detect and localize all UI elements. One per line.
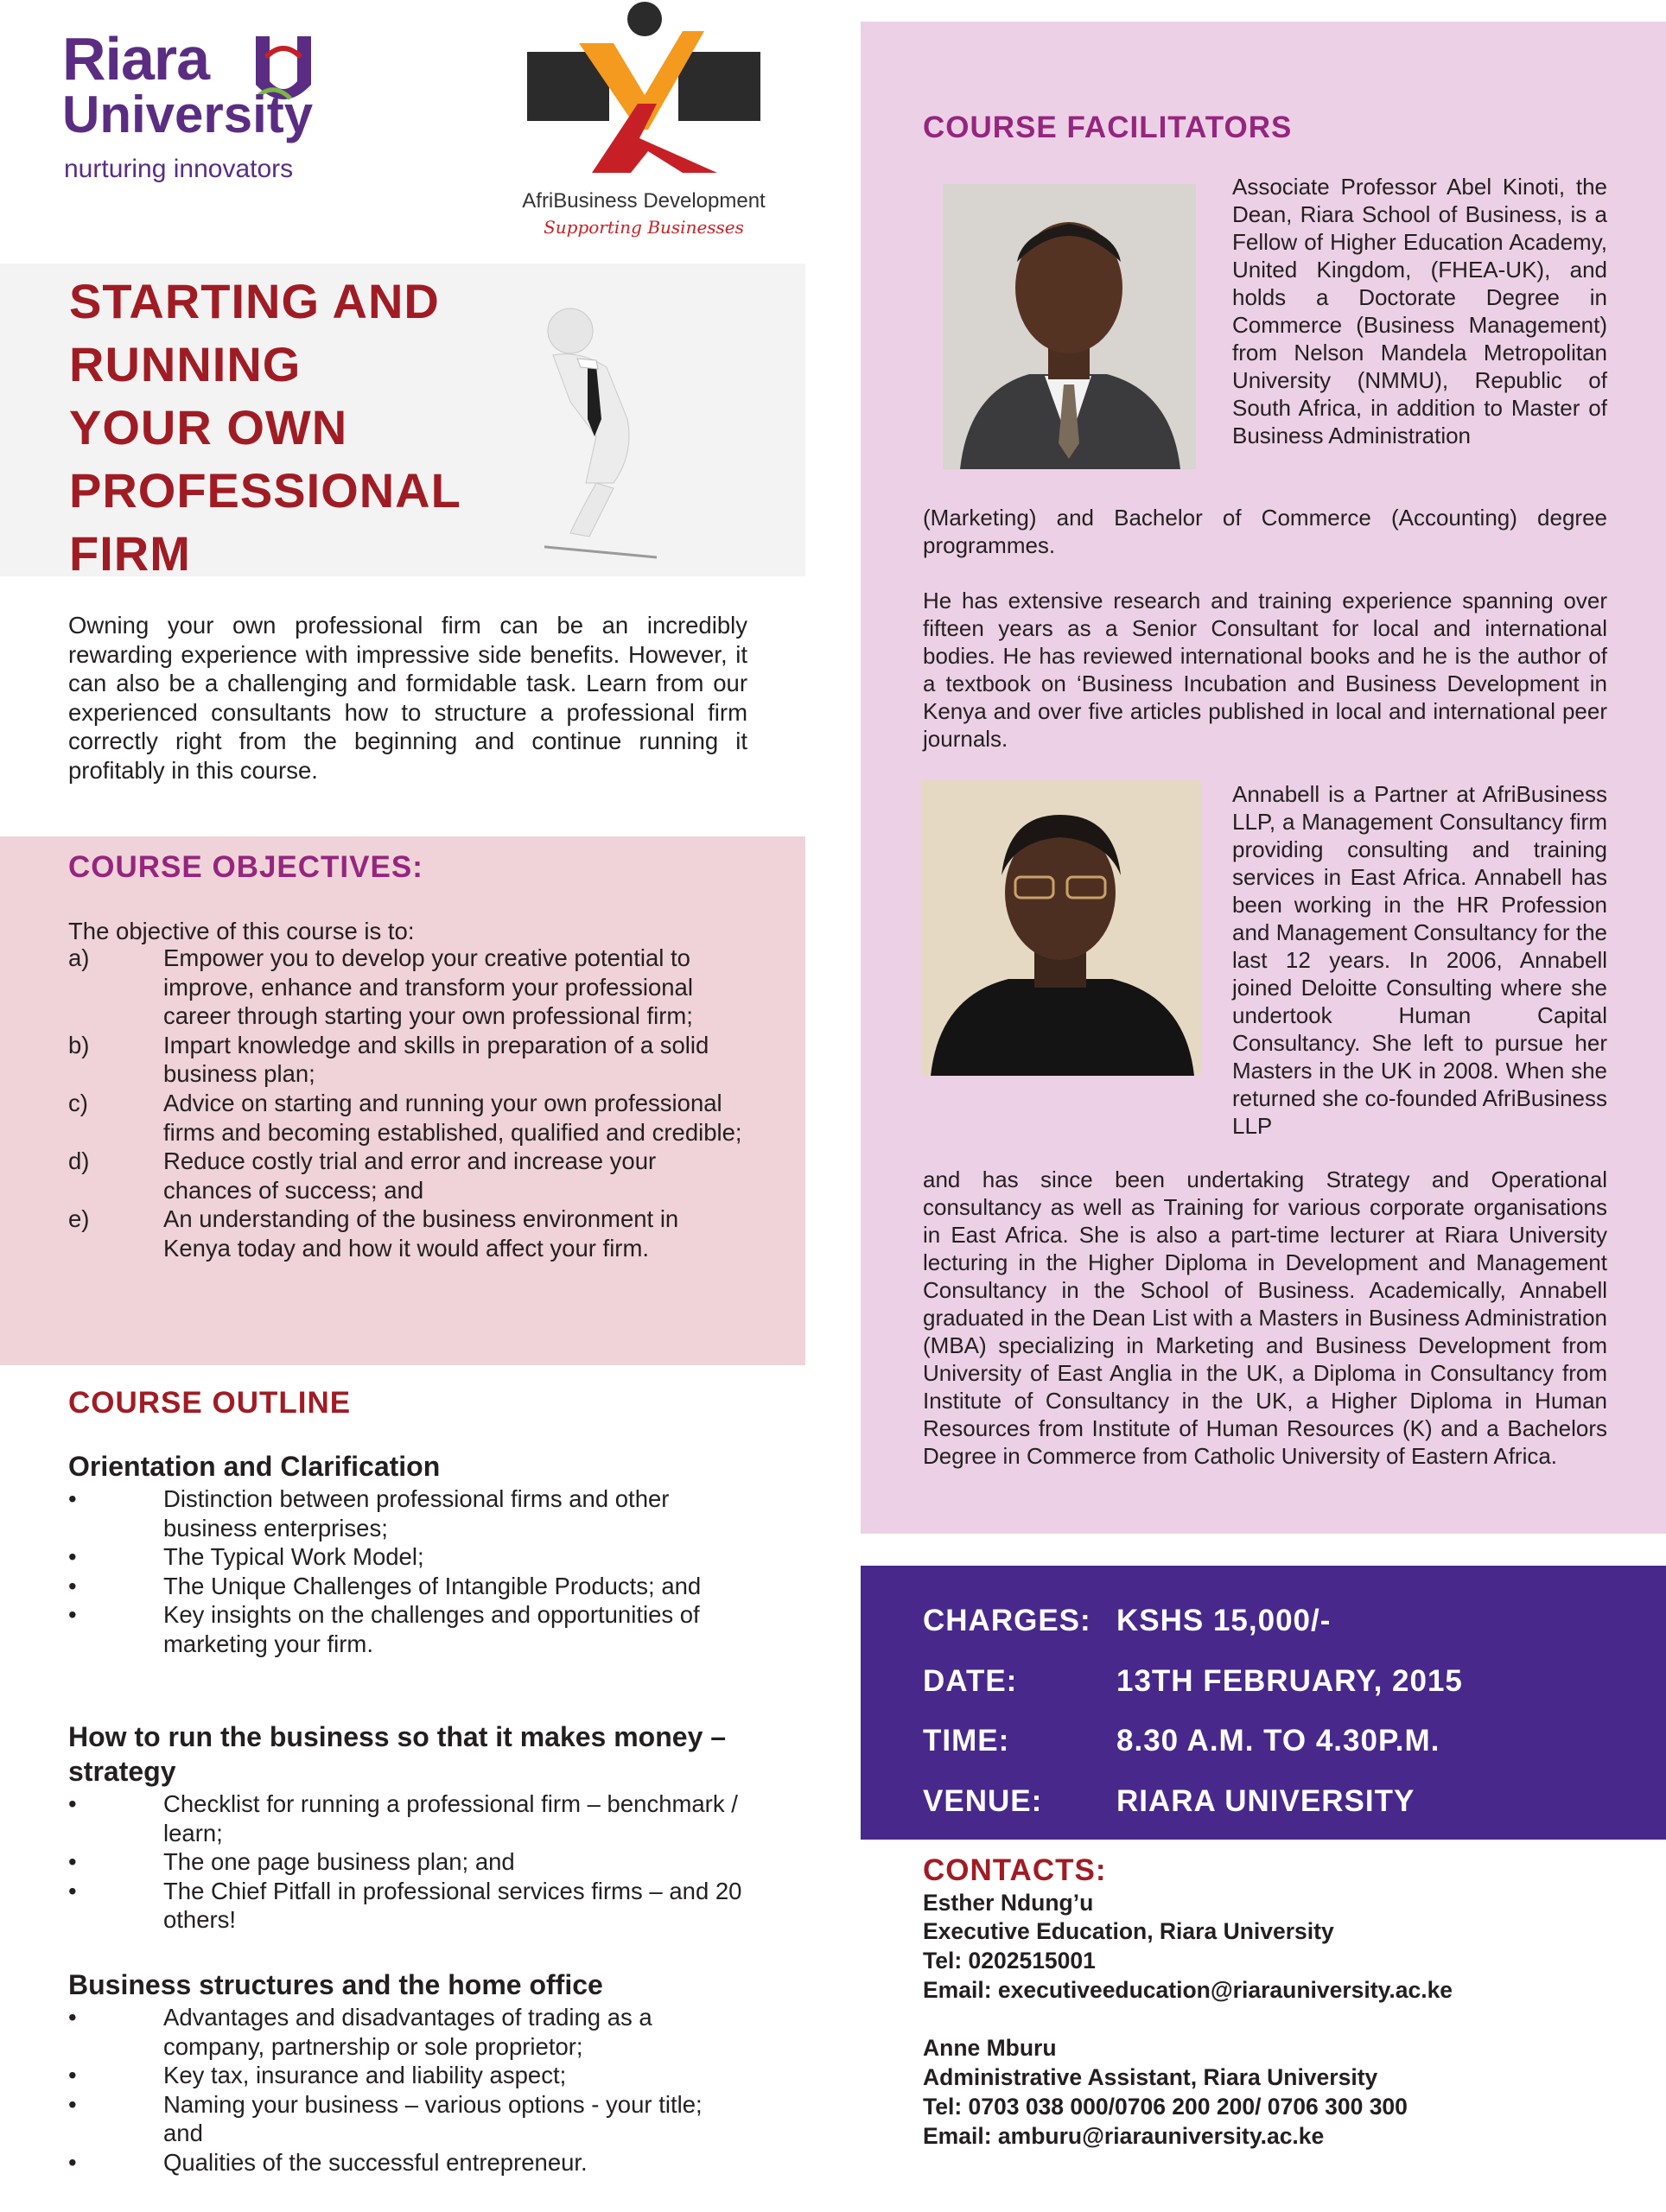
objectives-heading: COURSE OBJECTIVES: xyxy=(68,850,423,884)
facilitator-bio-annabell: Annabell is a Partner at AfriBusiness LLP, a Management Consultancy firm providing consulting and training services in East Africa. Annabell has been working in the HR Profession and Management Consultancy for the last 12 years. In 2006, Annabell joined Deloitte Consulting where she undertook Human Capital Consultancy. She left to pursue her Masters in the UK in 2008. When she returned she co-founded AfriBusiness LLP xyxy=(1232,781,1607,1139)
outline-item xyxy=(68,1600,742,1658)
venue-label: VENUE: xyxy=(923,1784,1043,1818)
outline-item-text: Advantages and disadvantages of trading as a company, partnership or sole proprietor; xyxy=(163,2004,652,2060)
bullet-icon: • xyxy=(68,1485,77,1512)
list-marker: a) xyxy=(68,944,90,971)
contact-email-link[interactable]: Email: executiveeducation@riarauniversity.ac.ke xyxy=(923,1977,1453,2003)
title-line: FIRM xyxy=(69,526,191,581)
title-line: YOUR OWN xyxy=(69,400,348,454)
riara-logo-word-university: University xyxy=(62,86,314,143)
facilitators-heading: COURSE FACILITATORS xyxy=(923,111,1293,144)
objective-item xyxy=(68,1031,742,1089)
riara-logo-tagline: nurturing innovators xyxy=(64,155,294,183)
date-value: 13TH FEBRUARY, 2015 xyxy=(1116,1664,1463,1698)
outline-item xyxy=(68,2003,742,2061)
list-marker: b) xyxy=(68,1031,90,1058)
outline-item-text: Key tax, insurance and liability aspect; xyxy=(163,2062,567,2089)
outline-heading: COURSE OUTLINE xyxy=(68,1386,352,1420)
contact-role: Executive Education, Riara University xyxy=(923,1918,1334,1944)
outline-item xyxy=(68,2148,742,2177)
outline-item-text: Naming your business – various options - your title; and xyxy=(163,2090,703,2147)
outline-item-text: The Unique Challenges of Intangible Products; and xyxy=(163,1572,702,1599)
outline-item-text: Checklist for running a professional firm – benchmark / learn; xyxy=(163,1790,738,1847)
outline-item xyxy=(68,1789,742,1847)
outline-list xyxy=(68,1484,742,1659)
time-value: 8.30 A.M. TO 4.30P.M. xyxy=(1116,1724,1440,1758)
contact-role: Administrative Assistant, Riara University xyxy=(923,2064,1378,2090)
outline-subheading: How to run the business so that it makes money – strategy xyxy=(68,1721,727,1787)
list-marker: d) xyxy=(68,1147,90,1175)
title-line: PROFESSIONAL xyxy=(69,463,461,518)
afribusiness-slogan: Supporting Businesses xyxy=(544,217,744,238)
facilitator-photo-annabell xyxy=(922,780,1201,1076)
objective-text: Empower you to develop your creative potential to improve, enhance and transform your professional career through starting your own professional firm; xyxy=(163,944,693,1030)
objectives-list xyxy=(68,944,742,1263)
afribusiness-logo xyxy=(501,0,786,251)
objective-item xyxy=(68,944,742,1031)
outline-item-text: The Typical Work Model; xyxy=(163,1543,424,1571)
outline-subheading: Business structures and the home office xyxy=(68,1969,603,2000)
bullet-icon: • xyxy=(68,2090,77,2118)
afribusiness-name: AfriBusiness Development xyxy=(522,189,766,213)
contact-name: Anne Mburu xyxy=(923,2035,1057,2061)
date-label: DATE: xyxy=(923,1664,1018,1698)
bullet-icon: • xyxy=(68,1848,77,1876)
objective-item xyxy=(68,1147,742,1205)
outline-item xyxy=(68,1542,742,1572)
outline-item xyxy=(68,1877,742,1935)
objective-text: An understanding of the business environment in Kenya today and how it would affect your firm. xyxy=(163,1205,679,1262)
charges-value: KSHS 15,000/- xyxy=(1116,1604,1332,1637)
objective-text: Impart knowledge and skills in preparation of a solid business plan; xyxy=(163,1031,709,1088)
objective-item xyxy=(68,1205,742,1262)
objectives-lead: The objective of this course is to: xyxy=(68,918,415,944)
contact-phone: Tel: 0202515001 xyxy=(923,1948,1096,1974)
facilitator-photo-kinoti xyxy=(943,184,1196,469)
time-label: TIME: xyxy=(923,1724,1010,1758)
contacts-heading: CONTACTS: xyxy=(923,1853,1107,1887)
bullet-icon: • xyxy=(68,1601,77,1629)
title-line: RUNNING xyxy=(69,337,302,391)
outline-item-text: The one page business plan; and xyxy=(163,1848,515,1876)
outline-list xyxy=(68,1789,742,1935)
bullet-icon: • xyxy=(68,1790,77,1817)
outline-item-text: The Chief Pitfall in professional services firms – and 20 others! xyxy=(163,1877,742,1934)
outline-item xyxy=(68,1847,742,1877)
contact-phone: Tel: 0703 038 000/0706 200 200/ 0706 300 300 xyxy=(923,2094,1408,2120)
runner-illustration xyxy=(544,298,657,566)
bio-paragraph: He has extensive research and training experience spanning over fifteen years as a Senior Consultant for local and international bodies. He has reviewed international books and he is the author of a textbook on ‘Business Incubation and Business Development in Kenya and over five articles published in local and international peer journals. xyxy=(923,588,1607,752)
bullet-icon: • xyxy=(68,1572,77,1599)
outline-item-text: Qualities of the successful entrepreneur. xyxy=(163,2148,588,2176)
facilitator-bio-kinoti-continued xyxy=(923,504,1607,753)
bullet-icon: • xyxy=(68,2062,77,2089)
facilitator-bio-annabell-continued: and has since been undertaking Strategy and Operational consultancy as well as Training for various corporate organisations in East Africa. She is also a part-time lecturer at Riara University lecturing in the Higher Diploma in Development and Management Consultancy in the School of Business. Academically, Annabell graduated in the Dean List with a Masters in Business Administration (MBA) specializing in Marketing and Business Development from University of East Anglia in the UK, a Diploma in Consultancy from Institute of Consultancy in the UK, a Higher Diploma in Human Resources from Institute of Human Resources (K) and a Bachelors Degree in Commerce from Catholic University of Eastern Africa. xyxy=(923,1166,1607,1469)
page-title xyxy=(69,270,553,585)
objective-text: Advice on starting and running your own professional firms and becoming established, qualified and credible; xyxy=(163,1089,742,1146)
charges-label: CHARGES: xyxy=(923,1604,1091,1637)
title-line: STARTING AND xyxy=(69,274,440,328)
outline-item xyxy=(68,1572,742,1601)
bullet-icon: • xyxy=(68,1877,77,1904)
intro-paragraph: Owning your own professional firm can be an incredibly rewarding experience with impressive side benefits. However, it can also be a challenging and formidable task. Learn from our experienced consultants how to structure a professional firm correctly right from the beginning and continue running it profitably in this course. xyxy=(68,612,747,784)
riara-university-logo xyxy=(62,24,347,197)
list-marker: e) xyxy=(68,1205,90,1233)
outline-item xyxy=(68,1484,742,1542)
venue-value: RIARA UNIVERSITY xyxy=(1116,1784,1415,1818)
outline-item xyxy=(68,2061,742,2090)
contact-name: Esther Ndung’u xyxy=(923,1890,1094,1916)
facilitator-bio-kinoti: Associate Professor Abel Kinoti, the Dean, Riara School of Business, is a Fellow of Higher Education Academy, United Kingdom, (FHEA-UK), and holds a Doctorate Degree in Commerce (Business Management) from Nelson Mandela Metropolitan University (NMMU), Republic of South Africa, in addition to Master of Business Administration xyxy=(1232,174,1607,448)
bullet-icon: • xyxy=(68,1543,77,1571)
outline-item-text: Key insights on the challenges and opportunities of marketing your firm. xyxy=(163,1601,700,1657)
outline-list xyxy=(68,2003,742,2177)
riara-logo-word: Riara xyxy=(62,25,210,92)
objective-text: Reduce costly trial and error and increase your chances of success; and xyxy=(163,1147,657,1204)
outline-subheading: Orientation and Clarification xyxy=(68,1451,441,1482)
list-marker: c) xyxy=(68,1089,88,1116)
objective-item xyxy=(68,1089,742,1147)
contact-email-link[interactable]: Email: amburu@riarauniversity.ac.ke xyxy=(923,2123,1325,2149)
bio-paragraph: (Marketing) and Bachelor of Commerce (Accounting) degree programmes. xyxy=(923,505,1607,558)
bullet-icon: • xyxy=(68,2004,77,2031)
outline-item xyxy=(68,2090,742,2148)
bullet-icon: • xyxy=(68,2148,77,2176)
afribusiness-mark-icon xyxy=(527,0,760,173)
outline-item-text: Distinction between professional firms and other business enterprises; xyxy=(163,1485,670,1541)
